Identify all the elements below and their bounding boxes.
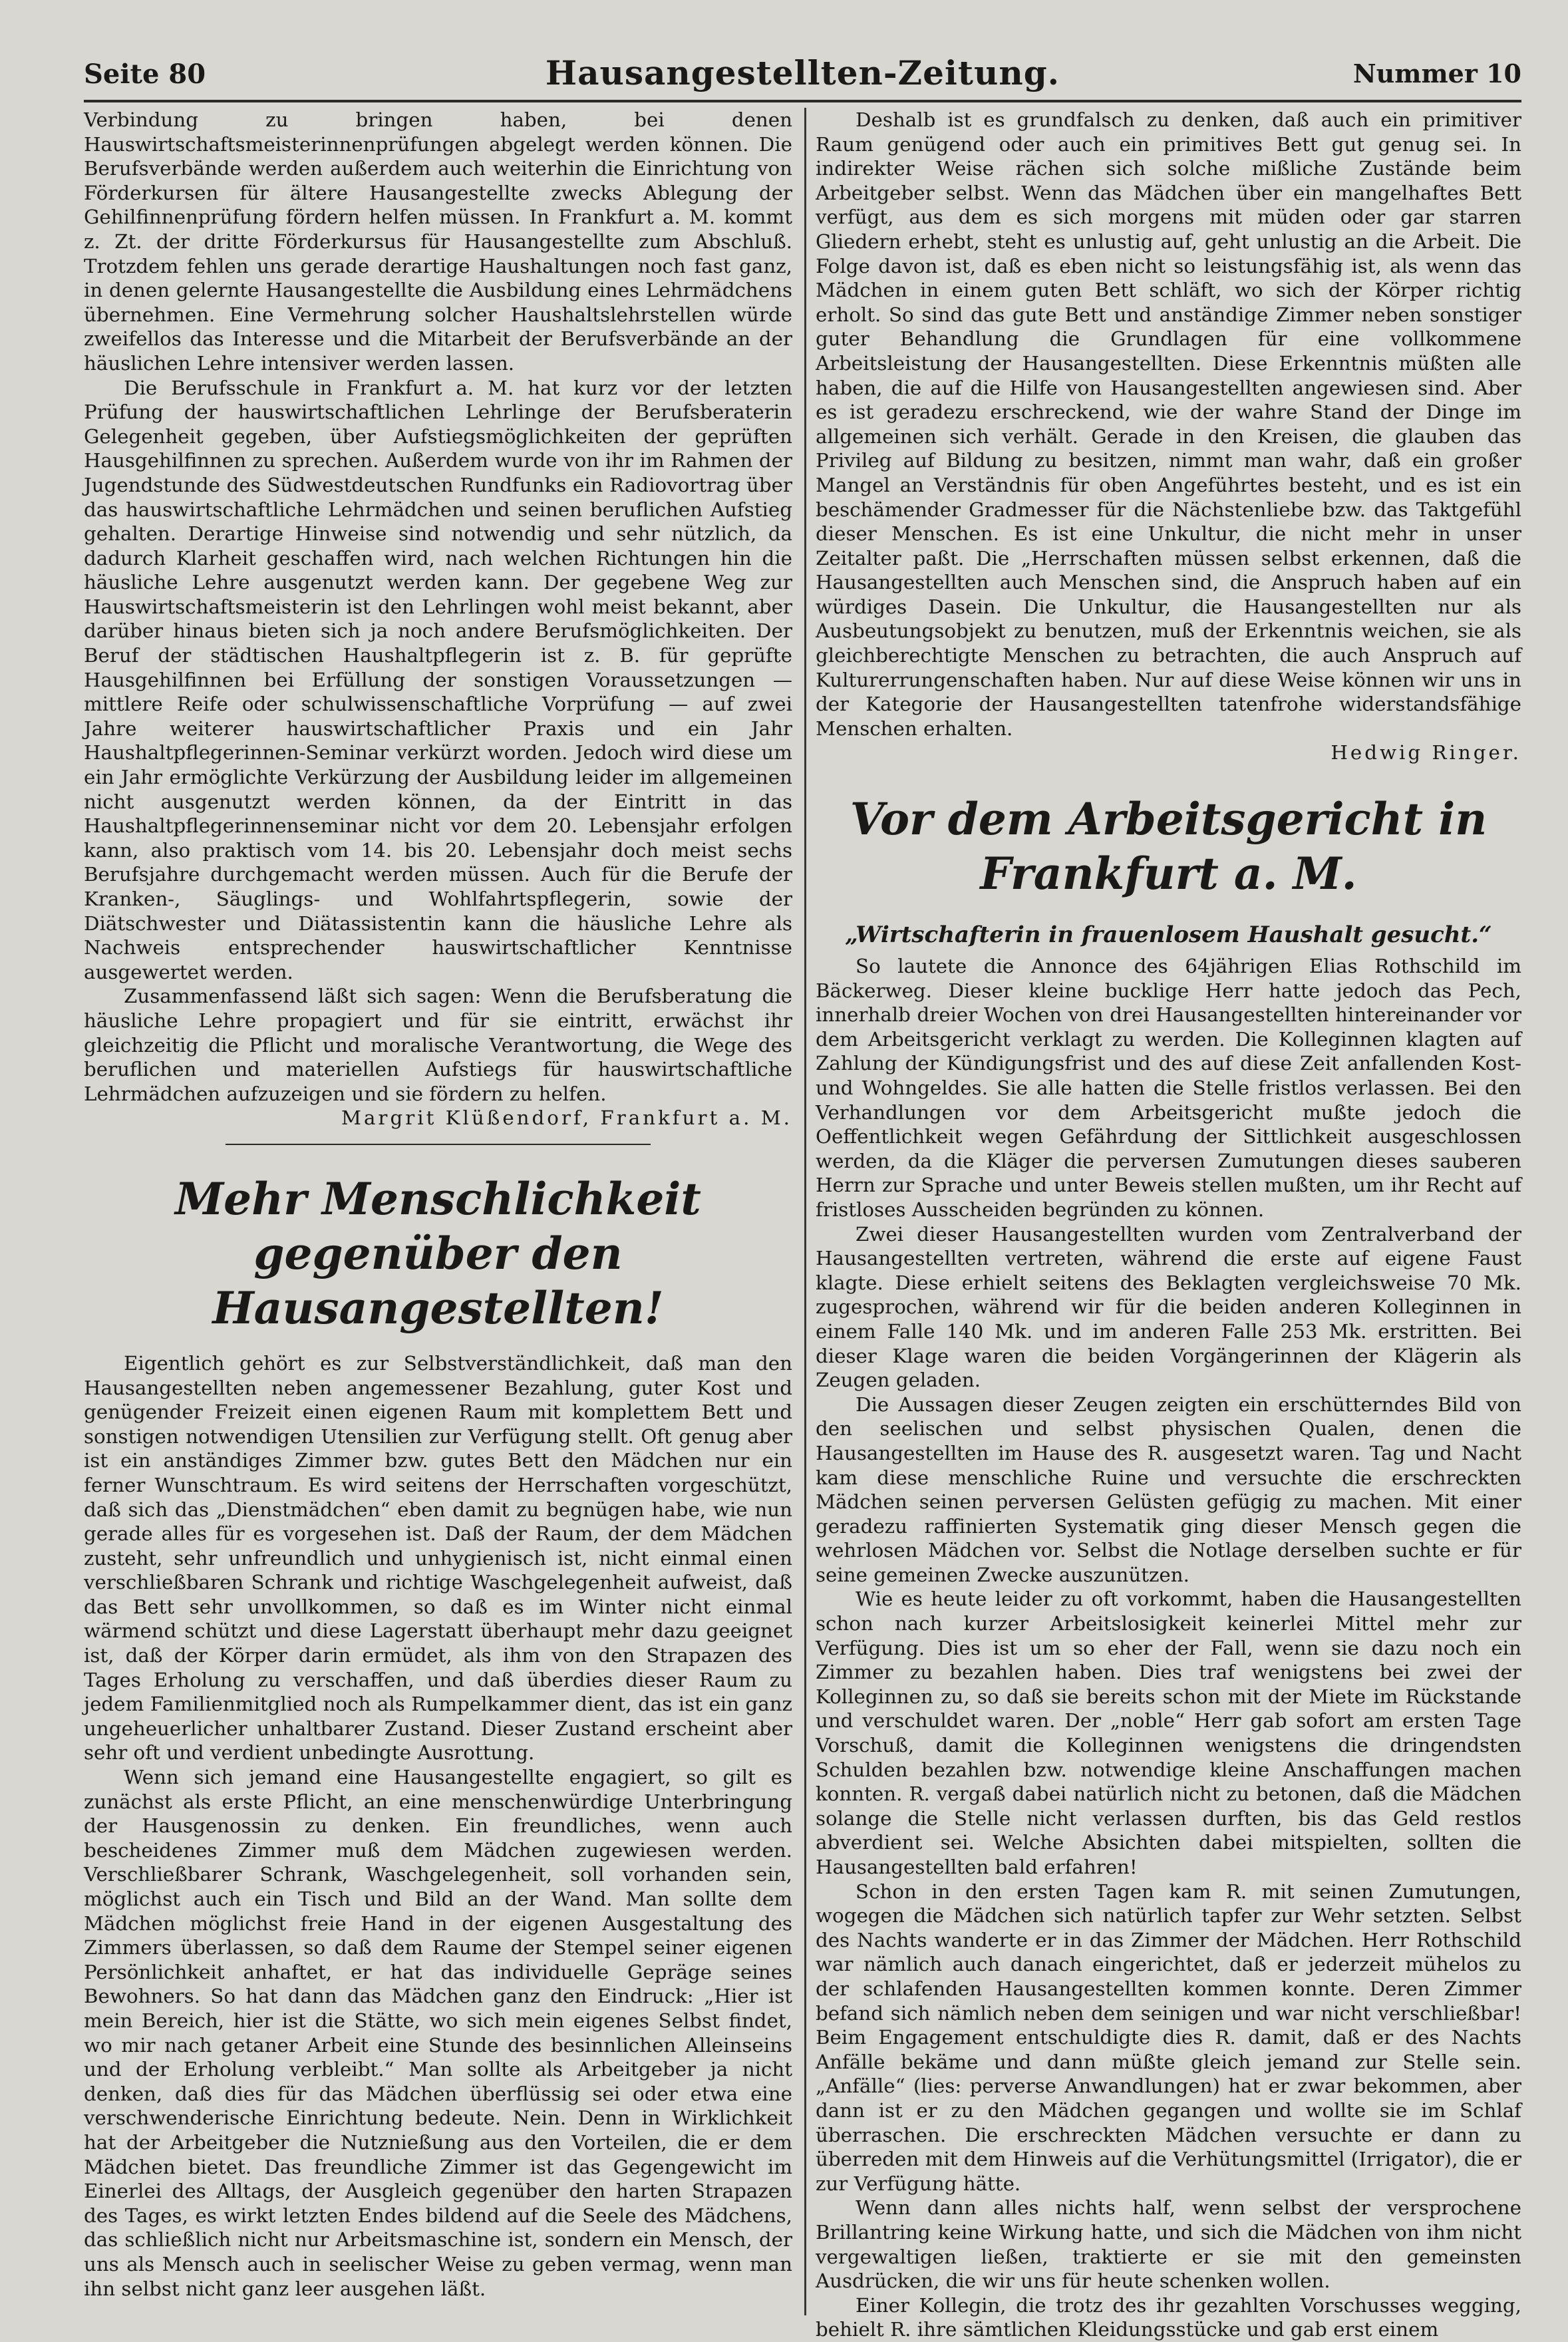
article-paragraph: Wenn dann alles nichts half, wenn selbst der versprochene Brillantring keine Wirkung hatte, und sich die Mädchen von ihm nicht vergewaltigen ließen, traktierte er sie mit den gemeinsten Ausdrücken, die wir uns für heute schenken wollen. (816, 2196, 1521, 2293)
article-headline: Vor dem Arbeitsgericht in Frankfurt a. M. (850, 793, 1488, 900)
author-signature: Hedwig Ringer. (1331, 741, 1521, 764)
article-columns (84, 108, 1521, 2341)
article-subheadline: „Wirtschafterin in frauenlosem Haushalt gesucht.“ (845, 921, 1492, 949)
article-paragraph: Schon in den ersten Tagen kam R. mit seinen Zumutungen, wogegen die Mädchen sich natürlich tapfer zur Wehr setzten. Selbst des Nachts wanderte er in das Zimmer der Mädchen. Herr Rothschild war nämlich auch danach eingerichtet, daß er jederzeit mühelos zu der schlafenden Hausangestellten kommen konnte. Deren Zimmer befand sich nämlich neben dem seinigen und war nicht verschließbar! Beim Engagement entschuldigte dies R. damit, daß er des Nachts Anfälle bekäme und dann müßte gleich jemand zur Stelle sein. „Anfälle“ (lies: perverse Anwandlungen) hat er zwar bekommen, aber dann ist er zu den Mädchen gegangen und wollte sie im Schlaf überraschen. Die erschreckten Mädchen versuchte er dann zu überreden mit dem Hinweis auf die Verhütungsmittel (Irrigator), die er zur Verfügung hätte. (816, 1880, 1521, 2195)
column-divider (804, 108, 806, 2315)
article-headline: Mehr Menschlichkeit gegenüber den Hausangestellten! (175, 1172, 701, 1334)
issue-number: Nummer 10 (1352, 59, 1521, 88)
author-signature: Margrit Klüßendorf, Frankfurt a. M. (341, 1106, 792, 1130)
right-column (816, 108, 1521, 2341)
article-paragraph: Zwei dieser Hausangestellten wurden vom Zentralverband der Hausangestellten vertreten, während die erste auf eigene Faust klagte. Diese erhielt seitens des Beklagten vergleichsweise 70 Mk. zugesprochen, während wir für die beiden anderen Kolleginnen in einem Falle 140 Mk. und im anderen Falle 253 Mk. erstritten. Bei dieser Klage waren die beiden Vorgängerinnen der Klägerin als Zeugen geladen. (816, 1222, 1521, 1392)
article-paragraph: Eigentlich gehört es zur Selbstverständlichkeit, daß man den Hausangestellten neben angemessener Bezahlung, guter Kost und genügender Freizeit einen eigenen Raum mit komplettem Bett und sonstigen notwendigen Utensilien zur Verfügung stellt. Oft genug aber ist ein anständiges Zimmer bzw. gutes Bett den Mädchen nur ein ferner Wunschtraum. Es wird seitens der Herrschaften vorgeschützt, daß sich das „Dienstmädchen“ eben damit zu begnügen habe, wie nun gerade alles für es vorgesehen ist. Daß der Raum, der dem Mädchen zusteht, sehr unfreundlich und unhygienisch ist, nicht einmal einen verschließbaren Schrank und richtige Waschgelegenheit aufweist, daß das Bett sehr unvollkommen, so daß es im Winter nicht einmal wärmend schützt und diese Lagerstatt überhaupt mehr dazu geeignet ist, daß der Körper darin ermüdet, als ihm von den Strapazen des Tages Erholung zu verschaffen, und daß überdies dieser Raum zu jedem Familienmitglied noch als Rumpelkammer dient, das ist ein ganz ungeheuerlicher unhaltbarer Zustand. Dieser Zustand erscheint aber sehr oft und verdient unbedingte Ausrottung. (84, 1351, 792, 1764)
article-paragraph: So lautete die Annonce des 64jährigen Elias Rothschild im Bäckerweg. Dieser kleine bucklige Herr hatte jedoch das Pech, innerhalb dreier Wochen von drei Hausangestellten hintereinander vor dem Arbeitsgericht verklagt zu werden. Die Kolleginnen klagten auf Zahlung der Kündigungsfrist und des auf diese Zeit anfallenden Kost- und Wohngeldes. Sie alle hatten die Stelle fristlos verlassen. Bei den Verhandlungen vor dem Arbeitsgericht mußte jedoch die Oeffentlichkeit wegen Gefährdung der Sittlichkeit ausgeschlossen werden, da die Kläger die perversen Zumutungen dieses sauberen Herrn zur Sprache und unter Beweis stellen mußten, um ihr Recht auf fristloses Ausscheiden begründen zu können. (816, 955, 1521, 1221)
page-header (84, 53, 1521, 102)
article-paragraph: Deshalb ist es grundfalsch zu denken, daß auch ein primitiver Raum genügend oder auch ein primitives Bett gut genug sei. In indirekter Weise rächen sich solche mißliche Zustände beim Arbeitgeber selbst. Wenn das Mädchen über ein mangelhaftes Bett verfügt, aus dem es sich morgens mit müden oder gar starren Gliedern erhebt, steht es unlustig auf, geht unlustig an die Arbeit. Die Folge davon ist, daß es eben nicht so leistungsfähig ist, als wenn das Mädchen in einem guten Bett schläft, wo sich der Körper richtig erholt. So sind das gute Bett und anständige Zimmer neben sonstiger guter Behandlung die Grundlagen für eine vollkommene Arbeitsleistung der Hausangestellten. Diese Erkenntnis müßten alle haben, die auf die Hilfe von Hausangestellten angewiesen sind. Aber es ist geradezu erschreckend, wie der wahre Stand der Dinge im allgemeinen sich verhält. Gerade in den Kreisen, die glauben das Privileg auf Bildung zu besitzen, nimmt man wahr, daß ein großer Mangel an Verständnis für oben Angeführtes besteht, und es ist ein beschämender Gradmesser für die Nächstenliebe bzw. das Taktgefühl dieser Menschen. Es ist eine Unkultur, die nicht mehr in unser Zeitalter paßt. Die „Herrschaften müssen selbst erkennen, daß die Hausangestellten auch Menschen sind, die Anspruch haben auf ein würdiges Dasein. Die Unkultur, die Hausangestellten nur als Ausbeutungsobjekt zu benutzen, muß der Erkenntnis weichen, sie als gleichberechtigte Menschen zu betrachten, die auch Anspruch auf Kulturerrungenschaften haben. Nur auf diese Weise können wir uns in der Kategorie der Hausangestellten tatenfrohe widerstandsfähige Menschen erhalten. (816, 108, 1521, 740)
article-paragraph: Einer Kollegin, die trotz des ihr gezahlten Vorschusses wegging, behielt R. ihre sämtlichen Kleidungsstücke und gab erst einem (816, 2293, 1521, 2341)
article-paragraph: Wenn sich jemand eine Hausangestellte engagiert, so gilt es zunächst als erste Pflicht, an eine menschenwürdige Unterbringung der Hausgenossin zu denken. Ein freundliches, wenn auch bescheidenes Zimmer muß dem Mädchen zugewiesen werden. Verschließbarer Schrank, Waschgelegenheit, soll vorhanden sein, möglichst auch ein Tisch und Bild an der Wand. Man sollte dem Mädchen möglichst freie Hand in der eigenen Ausgestaltung des Zimmers überlassen, so daß dem Raume der Stempel seiner eigenen Persönlichkeit anhaftet, er hat das individuelle Gepräge seines Bewohners. So hat dann das Mädchen ganz den Eindruck: „Hier ist mein Bereich, hier ist die Stätte, wo sich mein eigenes Selbst findet, wo mir nach getaner Arbeit eine Stunde des besinnlichen Alleinseins und der Erholung verbleibt.“ Man sollte als Arbeitgeber ja nicht denken, daß dies für das Mädchen überflüssig sei oder etwa eine verschwenderische Einrichtung bedeute. Nein. Denn in Wirklichkeit hat der Arbeitgeber die Nutznießung aus den Vorteilen, die er dem Mädchen bietet. Das freundliche Zimmer ist das Gegengewicht im Einerlei des Alltags, der Ausgleich gegenüber den harten Strapazen des Tages, es wirkt letzten Endes bildend auf die Seele des Mädchens, das schließlich nicht nur Arbeitsmaschine ist, sondern ein Mensch, der uns als Mensch auch in seelischer Weise zu geben vermag, wenn man ihn selbst nicht ganz leer ausgehen läßt. (84, 1766, 792, 2300)
article-paragraph: Zusammenfassend läßt sich sagen: Wenn die Berufsberatung die häusliche Lehre propagiert und für sie eintritt, erwächst ihr gleichzeitig die Pflicht und moralische Verantwortung, die Wege des beruflichen und materiellen Aufstiegs für hauswirtschaftliche Lehrmädchen aufzuzeigen und sie fördern zu helfen. (84, 985, 792, 1105)
newspaper-title: Hausangestellten-Zeitung. (545, 53, 1060, 92)
left-column (84, 108, 792, 2315)
article-paragraph: Die Aussagen dieser Zeugen zeigten ein erschütterndes Bild von den seelischen und selbst physischen Qualen, denen die Hausangestellten im Hause des R. ausgesetzt waren. Tag und Nacht kam diese menschliche Ruine und versuchte die erschreckten Mädchen seinen perversen Gelüsten gefügig zu machen. Mit einer geradezu raffinierten Systematik ging dieser Mensch gegen die wehrlosen Mädchen vor. Selbst die Notlage derselben suchte er für seine gemeinen Zwecke auszunützen. (816, 1393, 1521, 1586)
article-paragraph: Wie es heute leider zu oft vorkommt, haben die Hausangestellten schon nach kurzer Arbeitslosigkeit keinerlei Mittel mehr zur Verfügung. Dies ist um so eher der Fall, wenn sie dazu noch ein Zimmer zu bezahlen haben. Dies traf wenigstens bei zwei der Kolleginnen zu, so daß sie bereits schon mit der Miete im Rückstande und verschuldet waren. Der „noble“ Herr gab sofort am ersten Tage Vorschuß, damit die Kolleginnen wenigstens die dringendsten Schulden bezahlen bzw. notwendige kleine Anschaffungen machen konnten. R. vergaß dabei natürlich nicht zu betonen, daß die Mädchen solange die Stelle nicht verlassen durften, bis das Geld restlos abverdient sei. Welche Absichten dabei mitspielten, sollten die Hausangestellten bald erfahren! (816, 1588, 1521, 1878)
article-paragraph: Verbindung zu bringen haben, bei denen Hauswirtschaftsmeisterinnenprüfungen abgelegt werden können. Die Berufsverbände werden außerdem auch weiterhin die Einrichtung von Förderkursen für ältere Hausangestellte zwecks Ablegung der Gehilfinnenprüfung fördern helfen müssen. In Frankfurt a. M. kommt z. Zt. der dritte Förderkursus für Hausangestellte zum Abschluß. Trotzdem fehlen uns gerade derartige Haushaltungen noch fast ganz, in denen gelernte Hausangestellte die Ausbildung eines Lehrmädchens übernehmen. Eine Vermehrung solcher Haushaltslehrstellen würde zweifellos das Interesse und die Mitarbeit der Berufsverbände an der häuslichen Lehre intensiver werden lassen. (84, 108, 792, 375)
page-number: Seite 80 (84, 59, 206, 90)
article-paragraph: Die Berufsschule in Frankfurt a. M. hat kurz vor der letzten Prüfung der hauswirtschaftlichen Lehrlinge der Berufsberaterin Gelegenheit gegeben, über Aufstiegsmöglichkeiten der geprüften Hausgehilfinnen zu sprechen. Außerdem wurde von ihr im Rahmen der Jugendstunde des Südwestdeutschen Rundfunks ein Radiovortrag über das hauswirtschaftliche Lehrmädchen und seinen beruflichen Aufstieg gehalten. Derartige Hinweise sind notwendig und sehr nützlich, da dadurch Klarheit geschaffen wird, nach welchen Richtungen hin die häusliche Lehre ausgenutzt werden kann. Der gegebene Weg zur Hauswirtschaftsmeisterin ist den Lehrlingen wohl meist bekannt, aber darüber hinaus bieten sich ja noch andere Berufsmöglichkeiten. Der Beruf der städtischen Haushaltpflegerin ist z. B. für geprüfte Hausgehilfinnen bei Erfüllung der sonstigen Voraussetzungen — mittlere Reife oder schulwissenschaftliche Vorprüfung — auf zwei Jahre weiterer hauswirtschaftlicher Praxis und ein Jahr Haushaltpflegerinnen-Seminar verkürzt worden. Jedoch wird diese um ein Jahr ermöglichte Verkürzung der Ausbildung leider im allgemeinen nicht ausgenutzt werden können, da der Eintritt in das Haushaltpflegerinnenseminar nicht vor dem 20. Lebensjahr erfolgen kann, also praktisch vom 14. bis 20. Lebensjahr doch meist sechs Berufsjahre durchgemacht werden müssen. Auch für die Berufe der Kranken-, Säuglings- und Wohlfahrtspflegerin, sowie der Diätschwester und Diätassistentin kann die häusliche Lehre als Nachweis entsprechender hauswirtschaftlicher Kenntnisse ausgewertet werden. (84, 376, 792, 983)
